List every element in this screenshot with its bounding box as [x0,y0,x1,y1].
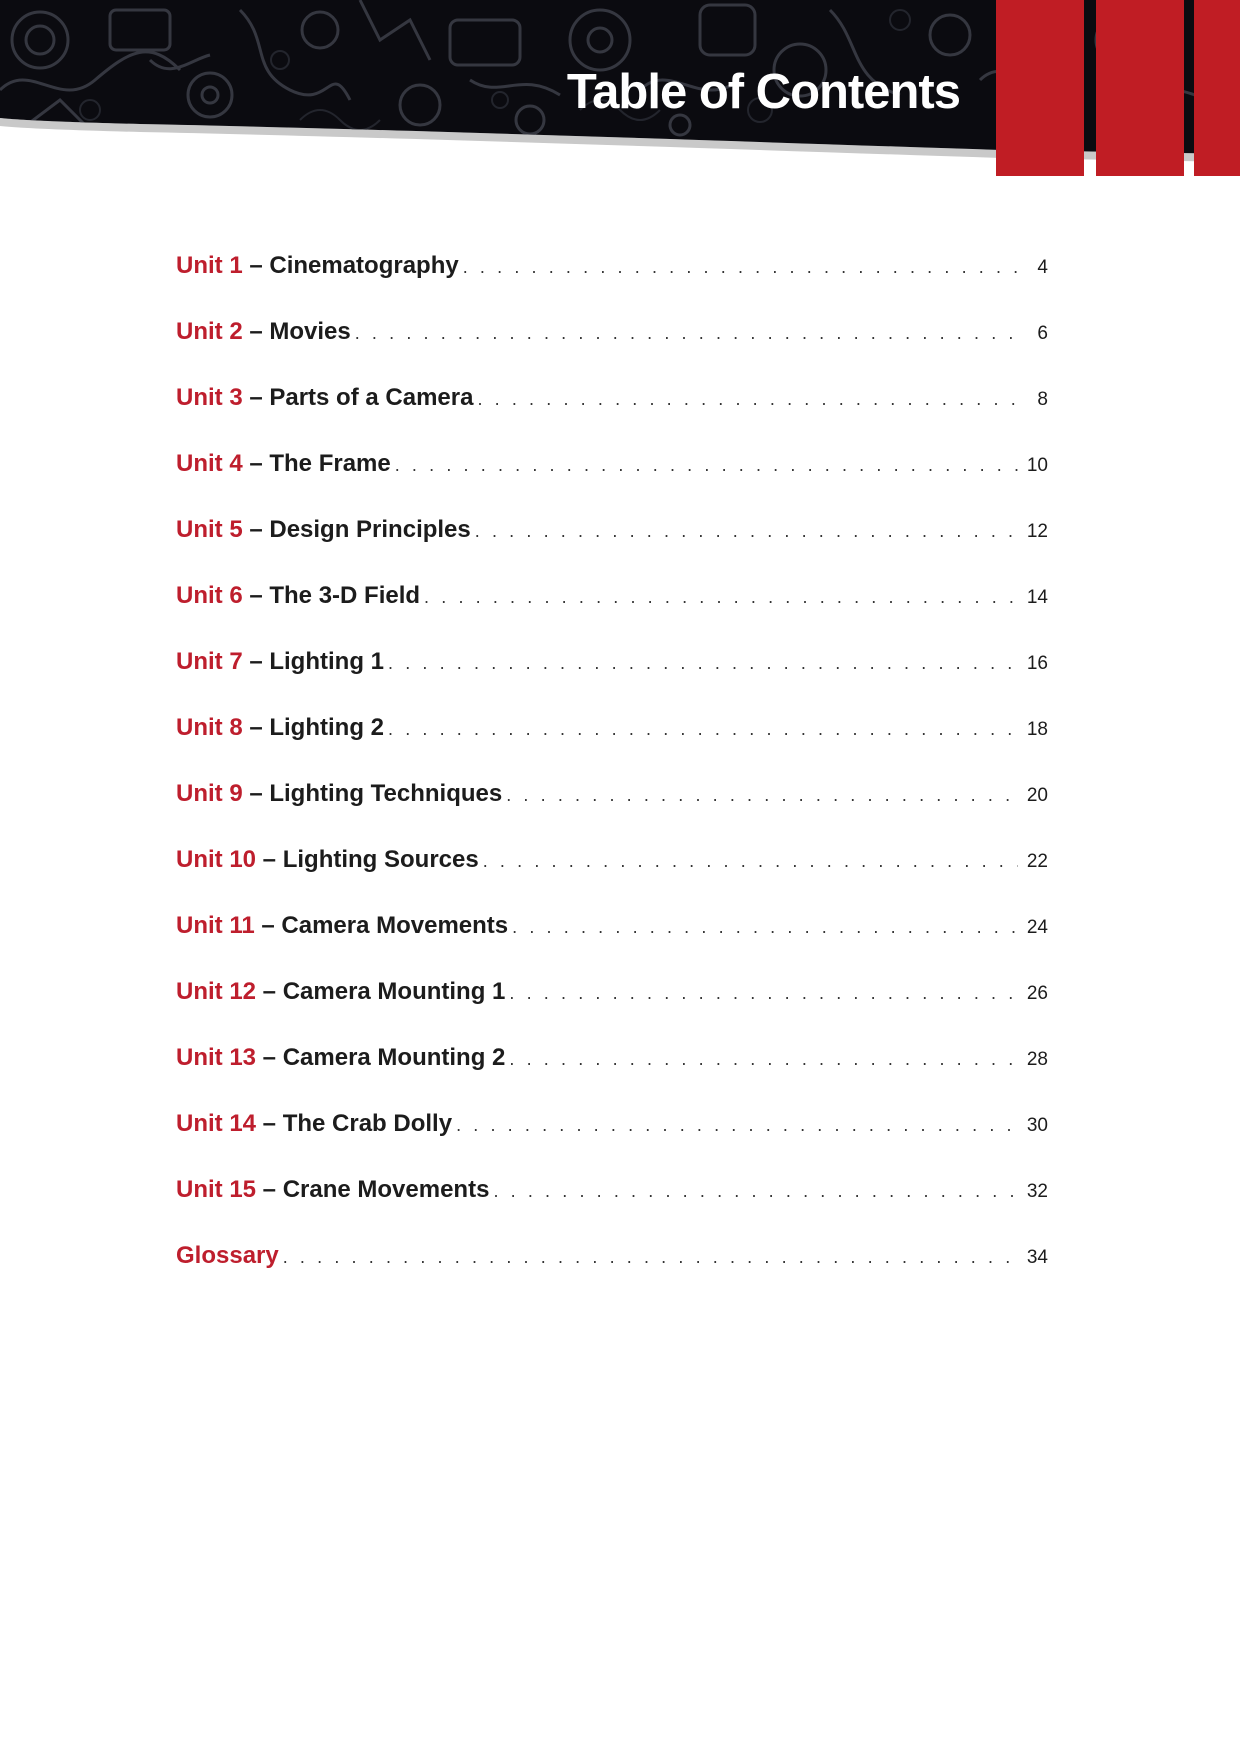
unit-number: Unit 3 [176,384,243,411]
toc-entry[interactable] [176,978,1048,1044]
toc-entry[interactable] [176,450,1048,516]
unit-number: Unit 15 [176,1176,257,1203]
page-number: 16 [1026,653,1048,674]
unit-number: Unit 4 [176,450,243,477]
unit-number: Unit 6 [176,582,243,609]
toc-entry[interactable] [176,714,1048,780]
unit-title: – The 3-D Field [242,582,421,609]
leader-dots [477,389,1018,410]
unit-title: – Lighting 1 [242,648,384,675]
toc-entry-label [176,978,505,1006]
toc-entry-label [176,252,459,280]
leader-dots [355,323,1018,344]
unit-title: – Cinematography [242,252,459,279]
page-number: 34 [1026,1247,1048,1268]
page-number: 18 [1026,719,1048,740]
page-number: 30 [1026,1115,1048,1136]
leader-dots [388,653,1018,674]
red-accent-bar-2 [1096,0,1184,176]
page-number: 14 [1026,587,1048,608]
unit-number: Unit 14 [176,1110,257,1137]
leader-dots [456,1115,1018,1136]
toc-entry-label [176,318,351,346]
unit-title: – Lighting Sources [256,846,479,873]
toc-entry[interactable] [176,318,1048,384]
page-number: 10 [1026,455,1048,476]
unit-title: – Crane Movements [256,1176,490,1203]
leader-dots [463,257,1018,278]
leader-dots [509,1049,1018,1070]
leader-dots [493,1181,1018,1202]
toc-entry[interactable] [176,780,1048,846]
page-number: 8 [1037,389,1048,410]
toc-entry-label [176,714,384,742]
leader-dots [395,455,1018,476]
toc-entry[interactable] [176,252,1048,318]
leader-dots [388,719,1018,740]
leader-dots [506,785,1018,806]
page-number: 24 [1026,917,1048,938]
leader-dots [512,917,1018,938]
toc-entry-label [176,780,502,808]
page-header [0,0,1240,180]
leader-dots [509,983,1018,1004]
unit-title: – The Frame [242,450,391,477]
page-number: 32 [1026,1181,1048,1202]
unit-title: – Camera Movements [254,912,509,939]
unit-number: Unit 1 [176,252,243,279]
toc-entry-label [176,384,473,412]
toc-entry-label [176,912,508,940]
page-number: 6 [1037,323,1048,344]
unit-number: Unit 10 [176,846,257,873]
page-title: Table of Contents [566,65,960,119]
toc-entry[interactable] [176,1176,1048,1242]
red-accent-bar-3 [1194,0,1240,176]
toc-entry-label [176,846,479,874]
leader-dots [483,851,1018,872]
unit-title: – Lighting 2 [242,714,384,741]
toc-entry[interactable] [176,1242,1048,1308]
toc-entry[interactable] [176,384,1048,450]
page-number: 28 [1026,1049,1048,1070]
toc-entry[interactable] [176,1044,1048,1110]
toc-entry-label [176,582,420,610]
page-number: 12 [1026,521,1048,542]
toc-entry-label [176,1176,489,1204]
toc-entry-label [176,450,391,478]
leader-dots [424,587,1018,608]
red-accent-bar-1 [996,0,1084,176]
unit-number: Unit 5 [176,516,243,543]
unit-number: Unit 9 [176,780,243,807]
toc-entry-label [176,1242,279,1270]
toc-entry[interactable] [176,846,1048,912]
toc-entry-label [176,648,384,676]
leader-dots [283,1247,1018,1268]
toc-entry-label [176,516,471,544]
page-number: 22 [1026,851,1048,872]
toc-entry[interactable] [176,912,1048,978]
unit-title: – Camera Mounting 1 [256,978,506,1005]
unit-title: – The Crab Dolly [256,1110,453,1137]
unit-title: – Design Principles [242,516,471,543]
toc-entry-label [176,1044,505,1072]
unit-number: Unit 2 [176,318,243,345]
toc-entry-label [176,1110,452,1138]
toc-entry[interactable] [176,516,1048,582]
unit-number: Unit 8 [176,714,243,741]
page-number: 26 [1026,983,1048,1004]
table-of-contents [176,252,1048,1308]
unit-title: – Parts of a Camera [242,384,474,411]
toc-entry[interactable] [176,648,1048,714]
page-number: 20 [1026,785,1048,806]
unit-title: – Movies [242,318,351,345]
unit-title: – Lighting Techniques [242,780,503,807]
unit-number: Unit 11 [176,912,255,939]
unit-title: – Camera Mounting 2 [256,1044,506,1071]
leader-dots [475,521,1018,542]
toc-entry[interactable] [176,582,1048,648]
unit-number: Unit 13 [176,1044,257,1071]
unit-number: Glossary [176,1242,279,1269]
page-number: 4 [1037,257,1048,278]
unit-number: Unit 7 [176,648,243,675]
unit-number: Unit 12 [176,978,257,1005]
toc-entry[interactable] [176,1110,1048,1176]
